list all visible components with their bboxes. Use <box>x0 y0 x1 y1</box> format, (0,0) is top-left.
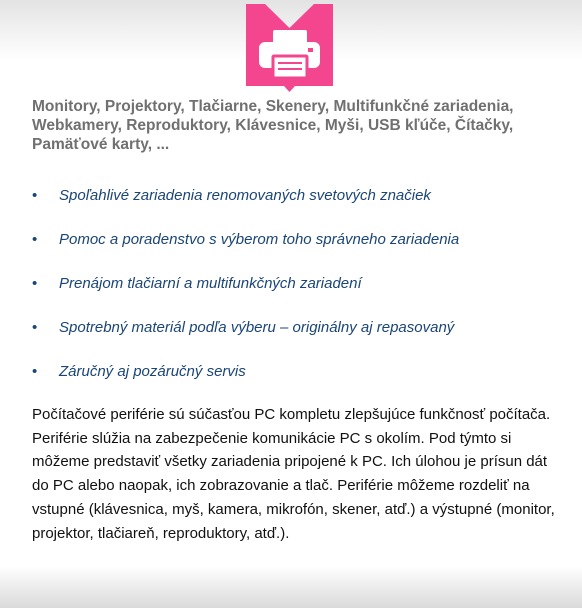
list-item <box>32 185 562 229</box>
list-item <box>32 273 562 317</box>
bullet: • <box>32 187 38 204</box>
list-item <box>32 229 562 273</box>
feature-text: Pomoc a poradenstvo s výberom toho správneho zariadenia <box>59 231 460 248</box>
printer-icon <box>246 4 333 92</box>
feature-list <box>32 185 562 405</box>
feature-text: Spotrebný materiál podľa výberu – originálny aj repasovaný <box>59 319 455 336</box>
feature-text: Záručný aj pozáručný servis <box>59 363 246 380</box>
printer-badge <box>246 4 333 92</box>
bullet: • <box>32 363 38 380</box>
device-categories: Monitory, Projektory, Tlačiarne, Skenery, Multifunkčné zariadenia, Webkamery, Reproduktory, Klávesnice, Myši, USB kľúče, Čítačky, Pamäťové karty, ... <box>32 98 514 153</box>
list-item <box>32 317 562 361</box>
bullet: • <box>32 231 38 248</box>
bottom-gradient <box>0 566 582 608</box>
feature-text: Spoľahlivé zariadenia renomovaných svetových značiek <box>59 187 431 204</box>
list-item <box>32 361 562 405</box>
description-paragraph: Počítačové periférie sú súčasťou PC kompletu zlepšujúce funkčnosť počítača. Periférie slúžia na zabezpečenie komunikácie PC s okolím. Pod týmto si môžeme predstaviť všetky zariadenia pripojené k PC. Ich úlohou je prísun dát do PC alebo naopak, ich zobrazovanie a tlač. Periférie môžeme rozdeliť na vstupné (klávesnica, myš, kamera, mikrofón, skener, atď.) a výstupné (monitor, projektor, tlačiareň, reproduktory, atď.). <box>32 406 555 542</box>
feature-text: Prenájom tlačiarní a multifunkčných zariadení <box>59 275 362 292</box>
bullet: • <box>32 275 38 292</box>
bullet: • <box>32 319 38 336</box>
